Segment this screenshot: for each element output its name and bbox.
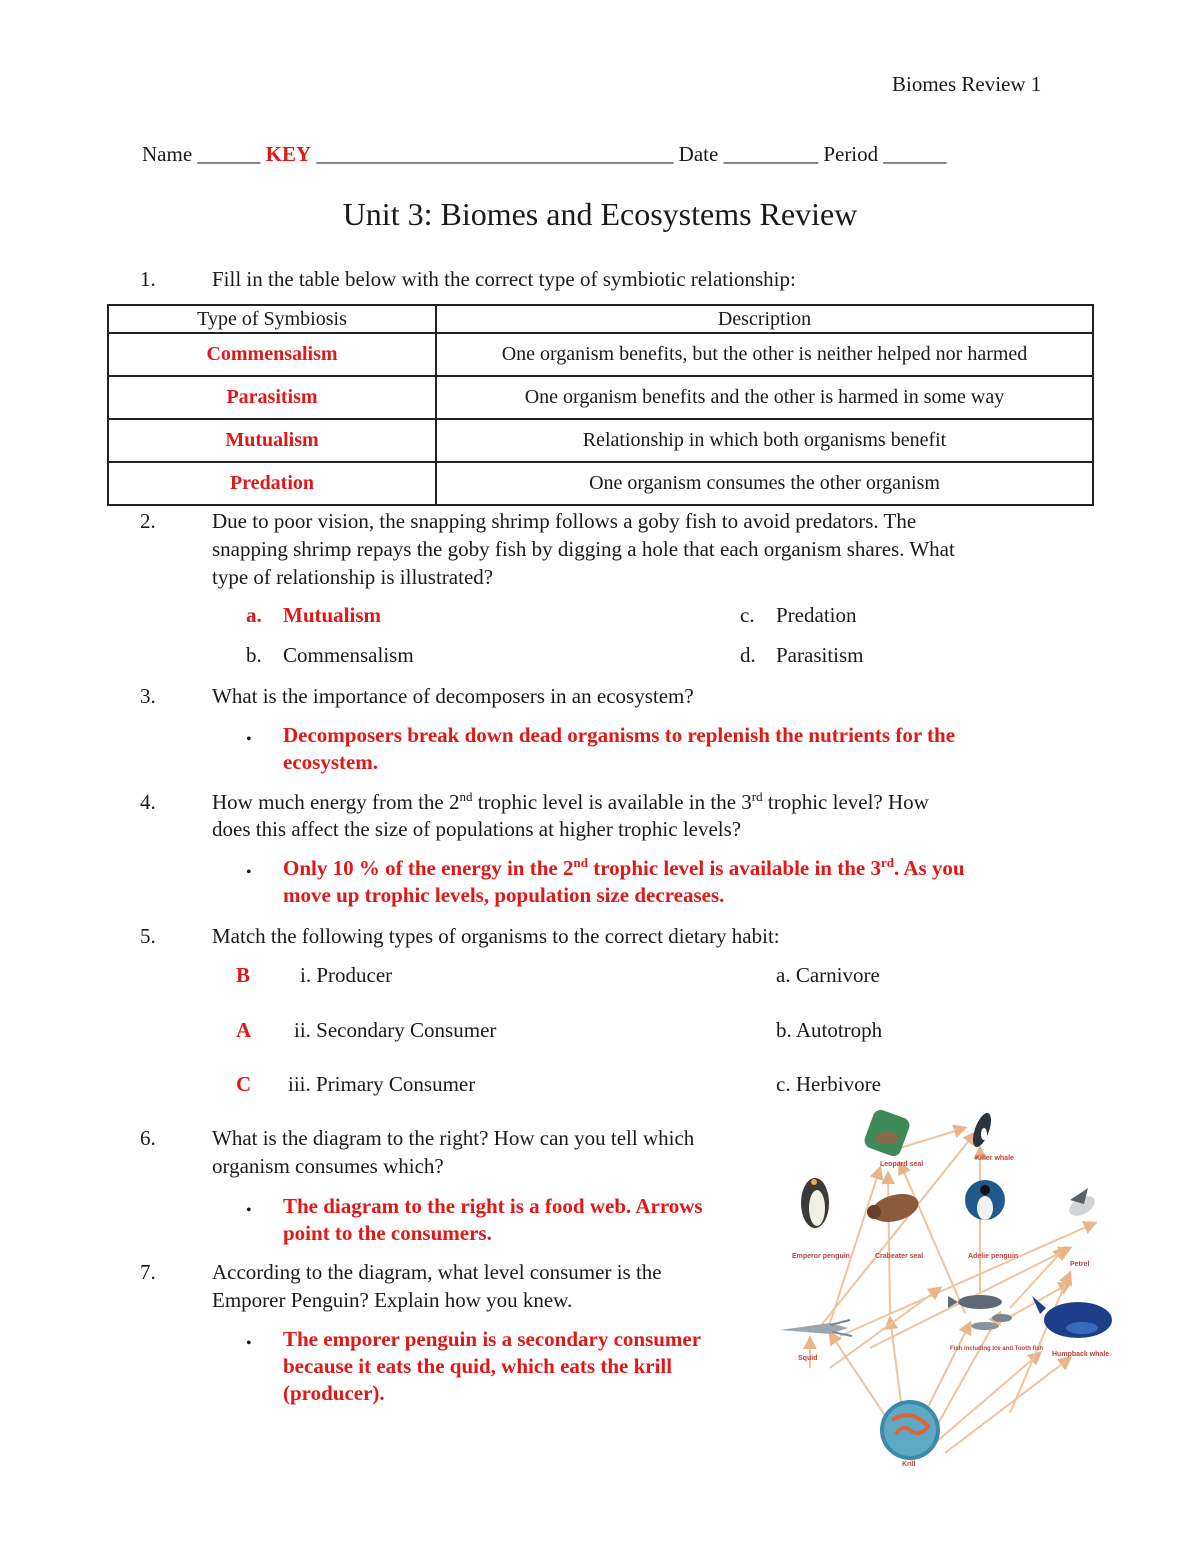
q5-option: c. Herbivore xyxy=(776,1072,881,1096)
q4-line-1-part: trophic level is available in the 3 xyxy=(472,790,752,814)
q4-line-1-part: How much energy from the 2 xyxy=(212,790,460,814)
bullet-icon: • xyxy=(246,1335,252,1352)
table-header-description: Description xyxy=(436,305,1093,333)
leopard-seal-icon xyxy=(862,1108,911,1158)
q2-line-3: type of relationship is illustrated? xyxy=(212,565,494,589)
page-title: Unit 3: Biomes and Ecosystems Review xyxy=(342,196,858,232)
table-row xyxy=(108,419,1093,462)
q7-line-2: Emporer Penguin? Explain how you knew. xyxy=(212,1288,573,1312)
name-line-rest: __________________________________ Date _________ Period ______ xyxy=(316,142,947,166)
q4-answer-line-1 xyxy=(283,855,965,882)
q4-line-2: does this affect the size of populations at higher trophic levels? xyxy=(212,817,742,841)
q4-answer-part: . As you xyxy=(893,856,965,880)
q2-option-a-letter: a. xyxy=(246,603,262,627)
table-cell-type: Parasitism xyxy=(108,376,436,419)
label-adelie-penguin: Adelie penguin xyxy=(968,1253,1019,1260)
label-squid: Squid xyxy=(798,1355,818,1362)
q4-superscript: rd xyxy=(751,789,763,804)
table-row xyxy=(108,462,1093,505)
table-cell-description: One organism benefits, but the other is neither helped nor harmed xyxy=(436,333,1093,376)
table-header-row xyxy=(108,305,1093,333)
table-row xyxy=(108,376,1093,419)
q4-line-1 xyxy=(212,788,1052,816)
q4-line-1-part: trophic level? How xyxy=(762,790,929,814)
q4-number: 4. xyxy=(140,790,156,814)
symbiosis-table xyxy=(107,304,1094,506)
table-header-type: Type of Symbiosis xyxy=(108,305,436,333)
q1-number: 1. xyxy=(140,267,156,291)
q7-number: 7. xyxy=(140,1260,156,1284)
key-label: KEY xyxy=(265,142,312,166)
q6-answer-line-2: point to the consumers. xyxy=(283,1221,492,1245)
q2-number: 2. xyxy=(140,509,156,533)
label-krill: Krill xyxy=(902,1461,916,1468)
q1-text: Fill in the table below with the correct type of symbiotic relationship: xyxy=(212,267,796,291)
squid-icon xyxy=(780,1320,852,1336)
q7-answer-line-2: because it eats the quid, which eats the krill xyxy=(283,1354,673,1378)
q5-answer: A xyxy=(236,1018,252,1042)
label-crabeater-seal: Crabeater seal xyxy=(875,1253,924,1260)
q5-item: ii. Secondary Consumer xyxy=(294,1018,497,1042)
table-cell-description: One organism benefits and the other is harmed in some way xyxy=(436,376,1093,419)
q2-option-d-letter: d. xyxy=(740,643,756,667)
label-fish: Fish including Ice and Tooth fish xyxy=(950,1346,1044,1352)
table-cell-type: Commensalism xyxy=(108,333,436,376)
emperor-penguin-icon xyxy=(801,1178,829,1228)
q7-answer-line-1: The emporer penguin is a secondary consumer xyxy=(283,1327,702,1351)
q5-option: b. Autotroph xyxy=(776,1018,883,1042)
q2-option-c-letter: c. xyxy=(740,603,755,627)
bullet-icon: • xyxy=(246,864,252,881)
q7-answer-line-3: (producer). xyxy=(283,1381,385,1405)
q7-line-1: According to the diagram, what level consumer is the xyxy=(212,1260,662,1284)
q4-answer-superscript: nd xyxy=(573,855,588,870)
q3-text: What is the importance of decomposers in an ecosystem? xyxy=(212,684,694,708)
food-web-diagram xyxy=(770,1108,1120,1468)
q6-line-1: What is the diagram to the right? How can you tell which xyxy=(212,1126,695,1150)
q4-answer-part: Only 10 % of the energy in the 2 xyxy=(283,856,574,880)
q5-answer: C xyxy=(236,1072,252,1096)
q5-answer: B xyxy=(236,963,251,987)
q2-option-b-letter: b. xyxy=(246,643,262,667)
table-cell-type: Predation xyxy=(108,462,436,505)
adelie-penguin-icon xyxy=(965,1180,1005,1220)
q4-answer-line-2: move up trophic levels, population size decreases. xyxy=(283,883,725,907)
food-web-arrows xyxy=(810,1128,1095,1453)
table-row xyxy=(108,333,1093,376)
q4-superscript: nd xyxy=(459,789,473,804)
q5-text: Match the following types of organisms to the correct dietary habit: xyxy=(212,924,780,948)
petrel-icon xyxy=(1066,1188,1098,1220)
krill-icon xyxy=(880,1400,940,1460)
label-killer-whale: Killer whale xyxy=(975,1155,1014,1162)
q4-answer-superscript: rd xyxy=(880,855,894,870)
q3-answer-line-1: Decomposers break down dead organisms to replenish the nutrients for the xyxy=(283,723,956,747)
q6-answer-line-1: The diagram to the right is a food web. Arrows xyxy=(283,1194,703,1218)
q2-option-a-text: Mutualism xyxy=(283,603,382,627)
running-header: Biomes Review 1 xyxy=(892,72,1042,96)
q3-answer-line-2: ecosystem. xyxy=(283,750,379,774)
q5-option: a. Carnivore xyxy=(776,963,880,987)
table-cell-description: Relationship in which both organisms benefit xyxy=(436,419,1093,462)
q5-item: i. Producer xyxy=(300,963,393,987)
q3-number: 3. xyxy=(140,684,156,708)
q4-answer-part: trophic level is available in the 3 xyxy=(587,856,881,880)
bullet-icon: • xyxy=(246,731,252,748)
name-label: Name ______ xyxy=(142,142,261,166)
name-line xyxy=(142,142,946,167)
fish-icon xyxy=(948,1295,1012,1330)
table-cell-description: One organism consumes the other organism xyxy=(436,462,1093,505)
label-emperor-penguin: Emperor penguin xyxy=(792,1253,850,1260)
q2-line-2: snapping shrimp repays the goby fish by digging a hole that each organism shares. What xyxy=(212,537,955,561)
bullet-icon: • xyxy=(246,1202,252,1219)
q6-line-2: organism consumes which? xyxy=(212,1154,444,1178)
killer-whale-icon xyxy=(969,1111,994,1150)
label-humpback-whale: Humpback whale xyxy=(1052,1351,1110,1358)
q5-number: 5. xyxy=(140,924,156,948)
q5-item: iii. Primary Consumer xyxy=(288,1072,476,1096)
table-cell-type: Mutualism xyxy=(108,419,436,462)
q2-line-1: Due to poor vision, the snapping shrimp follows a goby fish to avoid predators. The xyxy=(212,509,917,533)
q2-option-d-text: Parasitism xyxy=(776,643,864,667)
q2-option-c-text: Predation xyxy=(776,603,857,627)
label-petrel: Petrel xyxy=(1070,1261,1090,1268)
label-leopard-seal: Leopard seal xyxy=(880,1161,924,1168)
q6-number: 6. xyxy=(140,1126,156,1150)
q2-option-b-text: Commensalism xyxy=(283,643,414,667)
